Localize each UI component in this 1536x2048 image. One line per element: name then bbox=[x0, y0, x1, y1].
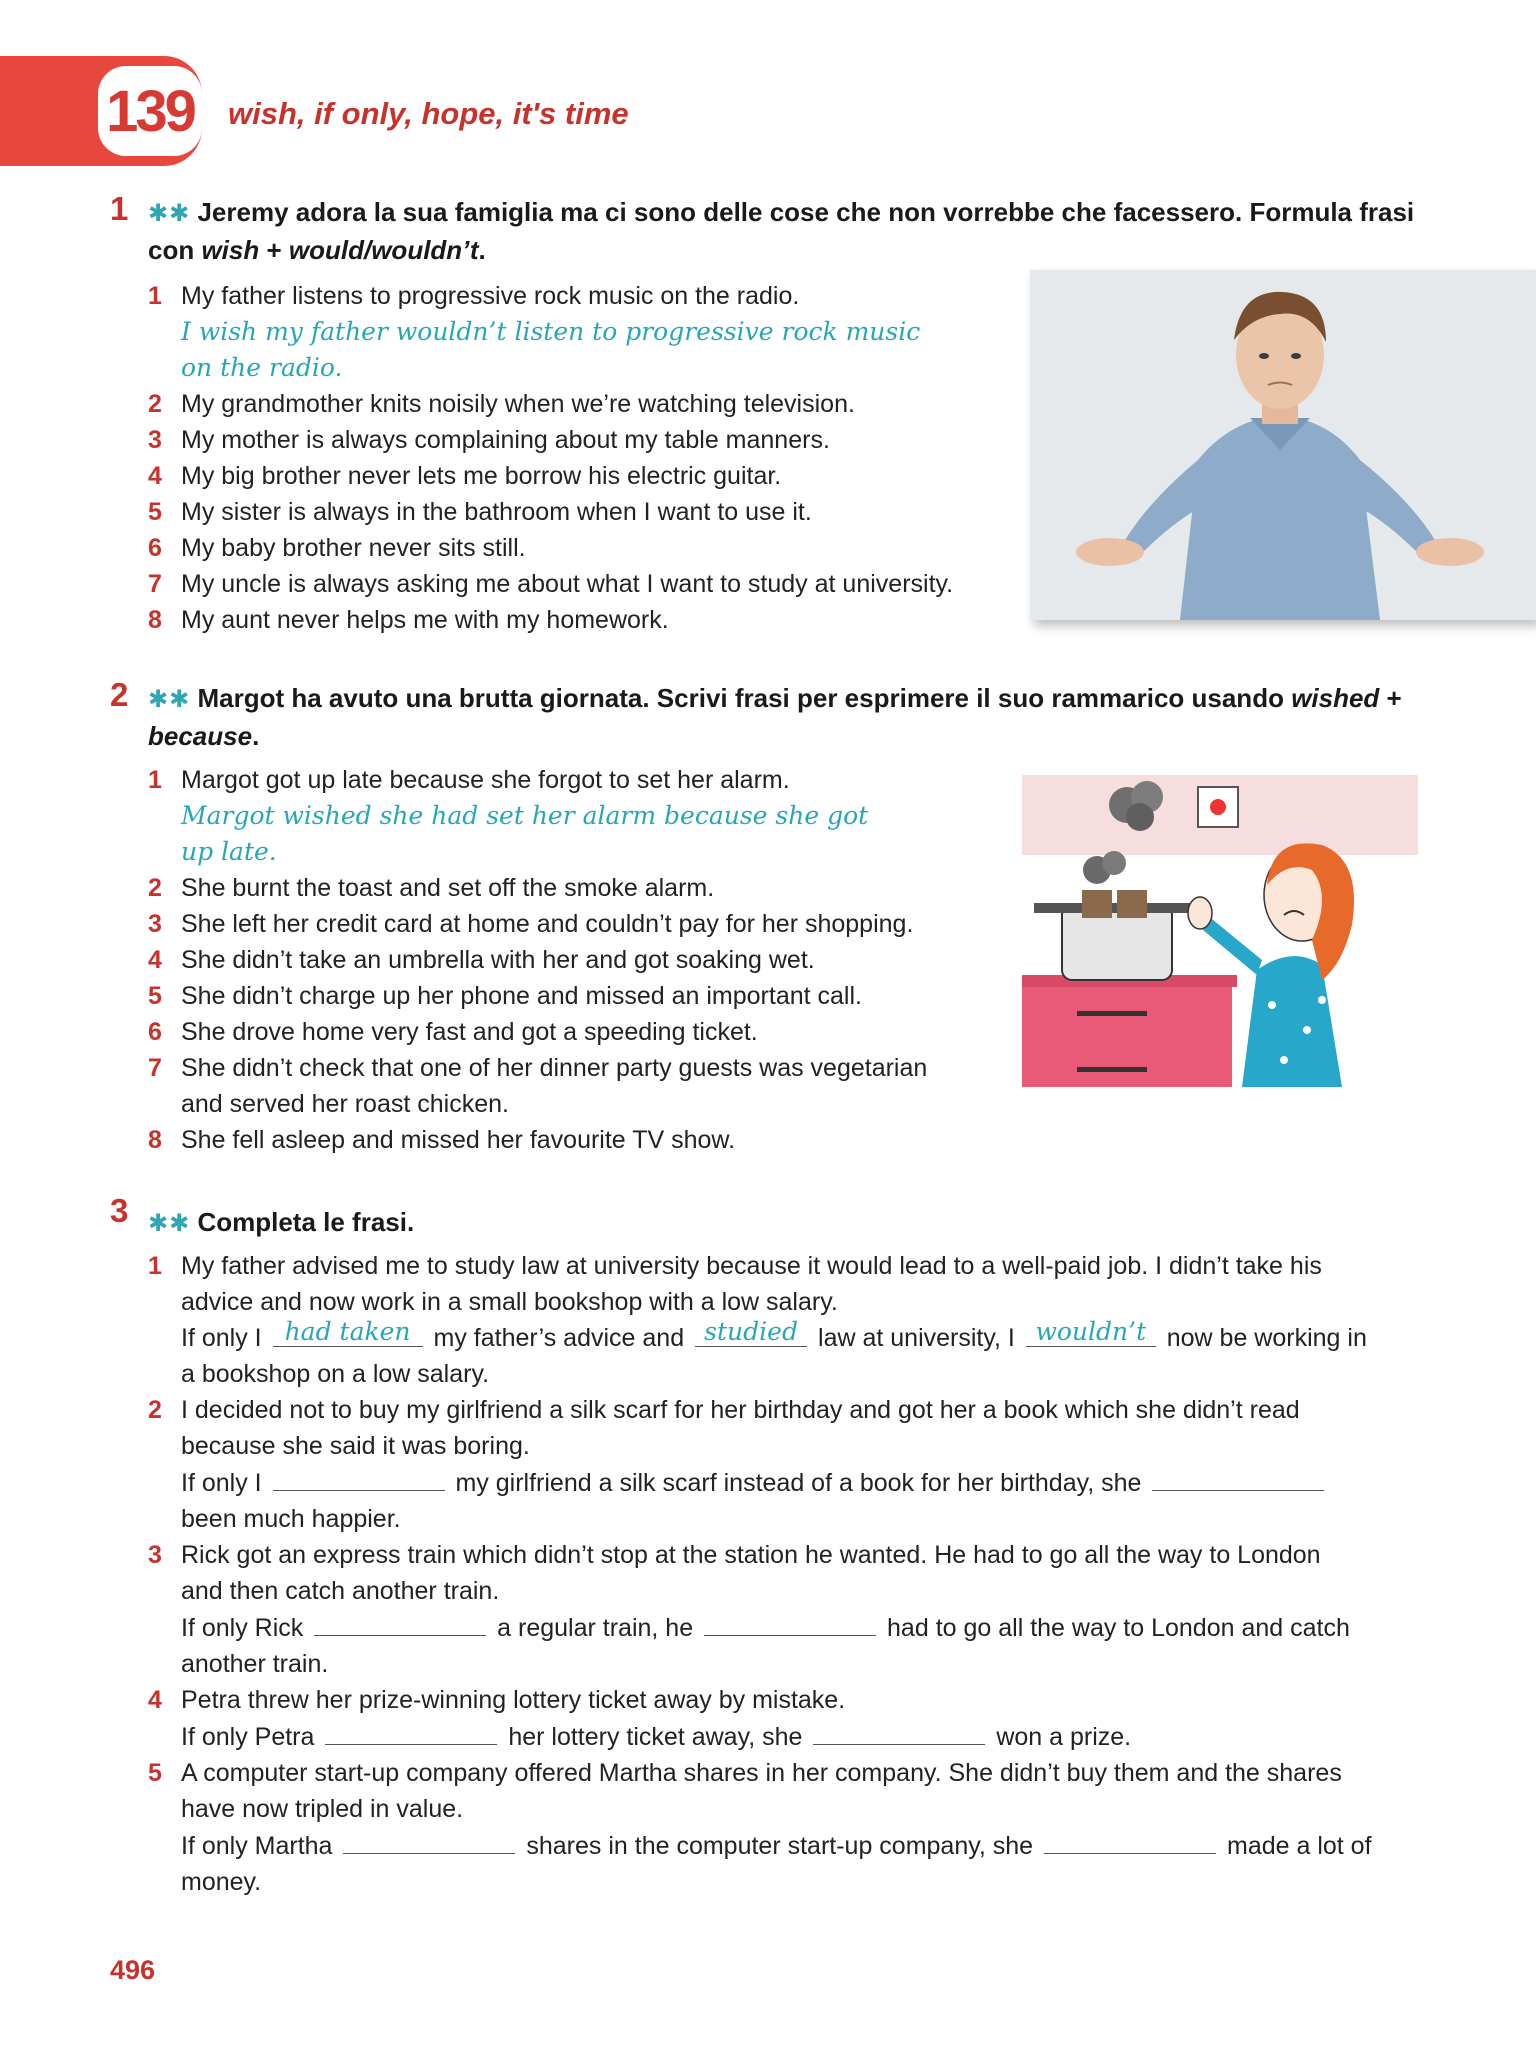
exercise-3-list bbox=[148, 1248, 1428, 1900]
margot-toaster-illustration bbox=[1022, 775, 1418, 1087]
list-item-continued: a bookshop on a low salary. bbox=[181, 1360, 490, 1388]
list-item: 5 She didn’t charge up her phone and missed an important call. bbox=[148, 982, 862, 1010]
exercise-2-instruction: ✱✱ Margot ha avuto una brutta giornata. Scrivi frasi per esprimere il suo rammarico usando wished + because. bbox=[148, 683, 1402, 751]
list-item: 3 My mother is always complaining about my table manners. bbox=[148, 426, 830, 454]
list-item: 6 She drove home very fast and got a speeding ticket. bbox=[148, 1018, 758, 1046]
answer-blank[interactable]: wouldn’t bbox=[1026, 1320, 1156, 1347]
list-item-continued: because she said it was boring. bbox=[181, 1432, 530, 1460]
difficulty-stars: ✱✱ bbox=[148, 1210, 191, 1237]
answer-blank[interactable] bbox=[273, 1464, 445, 1491]
list-item: 5 My sister is always in the bathroom when I want to use it. bbox=[148, 498, 812, 526]
list-item: 8 My aunt never helps me with my homework. bbox=[148, 606, 669, 634]
exercise-1-number: 1 bbox=[110, 190, 129, 227]
list-item: 4 My big brother never lets me borrow his electric guitar. bbox=[148, 462, 782, 490]
exercise-1-list bbox=[148, 278, 1018, 638]
smoking-toaster-icon bbox=[1022, 775, 1418, 1087]
list-item: 2 She burnt the toast and set off the smoke alarm. bbox=[148, 874, 715, 902]
fill-in-sentence: If only I my girlfriend a silk scarf instead of a book for her birthday, she bbox=[148, 1464, 1428, 1501]
exercise-1-instruction: ✱✱ Jeremy adora la sua famiglia ma ci sono delle cose che non vorrebbe che facessero. Formula frasi con wish + would/wouldn’t. bbox=[148, 197, 1415, 265]
list-item: 8 She fell asleep and missed her favourite TV show. bbox=[148, 1126, 736, 1154]
answer-blank[interactable] bbox=[314, 1609, 486, 1636]
list-item-continued: been much happier. bbox=[181, 1505, 401, 1533]
list-item-continued: another train. bbox=[181, 1650, 329, 1678]
example-answer: I wish my father wouldn’t listen to progressive rock music bbox=[181, 317, 921, 346]
list-item: 3 Rick got an express train which didn’t stop at the station he wanted. He had to go all the way to London bbox=[148, 1541, 1321, 1569]
difficulty-stars: ✱✱ bbox=[148, 200, 191, 227]
fill-in-sentence: If only I had taken my father’s advice and studied law at university, I wouldn’t now be working in bbox=[181, 1317, 1367, 1352]
list-item: 4 Petra threw her prize-winning lottery ticket away by mistake. bbox=[148, 1686, 846, 1714]
list-item: 2 My grandmother knits noisily when we’re watching television. bbox=[148, 390, 855, 418]
list-item: 6 My baby brother never sits still. bbox=[148, 534, 526, 562]
shrugging-man-photo bbox=[1030, 270, 1536, 620]
person-icon bbox=[1030, 270, 1536, 620]
list-item-continued: and served her roast chicken. bbox=[181, 1090, 509, 1118]
example-answer: Margot wished she had set her alarm because she got bbox=[181, 801, 869, 830]
fill-in-sentence: If only Rick a regular train, he had to go all the way to London and catch bbox=[148, 1609, 1428, 1646]
list-item: 4 She didn’t take an umbrella with her and got soaking wet. bbox=[148, 946, 815, 974]
answer-blank[interactable] bbox=[1044, 1827, 1216, 1854]
list-item: 3 She left her credit card at home and couldn’t pay for her shopping. bbox=[148, 910, 914, 938]
difficulty-stars: ✱✱ bbox=[148, 686, 191, 713]
list-item-continued: have now tripled in value. bbox=[181, 1795, 464, 1823]
exercise-2-list bbox=[148, 762, 1018, 1158]
answer-blank[interactable] bbox=[343, 1827, 515, 1854]
list-item: 1 My father advised me to study law at university because it would lead to a well-paid job. I didn’t take his bbox=[148, 1252, 1322, 1280]
example-answer: on the radio. bbox=[181, 353, 343, 382]
unit-number: 139 bbox=[98, 66, 202, 156]
list-item: 1 My father listens to progressive rock music on the radio. bbox=[148, 282, 800, 310]
exercise-3-instruction: ✱✱ Completa le frasi. bbox=[148, 1207, 415, 1237]
page-number: 496 bbox=[110, 1955, 156, 1985]
answer-blank[interactable]: had taken bbox=[273, 1320, 423, 1347]
answer-blank[interactable] bbox=[325, 1718, 497, 1745]
fill-in-sentence: If only Martha shares in the computer start-up company, she made a lot of bbox=[148, 1827, 1428, 1864]
exercise-2-number: 2 bbox=[110, 676, 129, 713]
answer-blank[interactable] bbox=[704, 1609, 876, 1636]
answer-blank[interactable] bbox=[1152, 1464, 1324, 1491]
list-item: 1 Margot got up late because she forgot to set her alarm. bbox=[148, 766, 790, 794]
fill-in-sentence: If only Petra her lottery ticket away, she won a prize. bbox=[148, 1718, 1428, 1755]
list-item-continued: and then catch another train. bbox=[181, 1577, 500, 1605]
exercise-3-number: 3 bbox=[110, 1192, 129, 1229]
list-item: 7 She didn’t check that one of her dinner party guests was vegetarian bbox=[148, 1054, 928, 1082]
answer-blank[interactable] bbox=[813, 1718, 985, 1745]
example-answer: up late. bbox=[181, 837, 277, 866]
answer-blank[interactable]: studied bbox=[695, 1320, 807, 1347]
list-item: 5 A computer start-up company offered Martha shares in her company. She didn’t buy them and the shares bbox=[148, 1759, 1342, 1787]
list-item-continued: money. bbox=[181, 1868, 262, 1896]
unit-title: wish, if only, hope, it's time bbox=[228, 96, 629, 131]
list-item: 2 I decided not to buy my girlfriend a silk scarf for her birthday and got her a book which she didn’t read bbox=[148, 1396, 1300, 1424]
list-item-continued: advice and now work in a small bookshop with a low salary. bbox=[181, 1288, 838, 1316]
list-item: 7 My uncle is always asking me about what I want to study at university. bbox=[148, 570, 954, 598]
